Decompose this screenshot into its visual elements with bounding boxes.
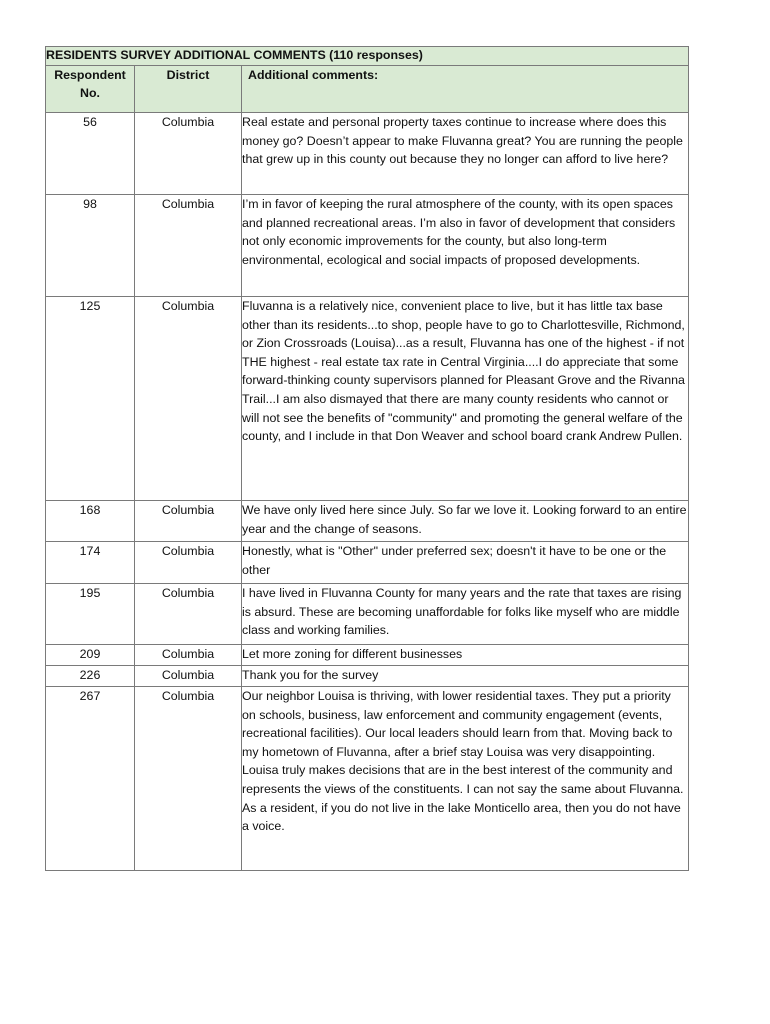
respondent-number: 125 bbox=[46, 297, 135, 501]
table-row bbox=[46, 297, 689, 501]
header-comments: Additional comments: bbox=[242, 66, 689, 113]
respondent-number: 226 bbox=[46, 666, 135, 687]
district-cell: Columbia bbox=[135, 501, 242, 542]
table-row bbox=[46, 584, 689, 645]
district-cell: Columbia bbox=[135, 195, 242, 297]
district-cell: Columbia bbox=[135, 666, 242, 687]
table-row bbox=[46, 113, 689, 195]
district-cell: Columbia bbox=[135, 645, 242, 666]
comment-cell: Our neighbor Louisa is thriving, with lower residential taxes. They put a priority on schools, business, law enforcement and community engagement (events, recreational facilities). Our local leaders should learn from that. Moving back to my hometown of Fluvanna, after a brief stay Louisa was very disappointing. Louisa truly makes decisions that are in the best interest of the community and represents the views of the constituents. I can not say the same about Fluvanna. As a resident, if you do not live in the lake Monticello area, then you do not have a voice. bbox=[242, 687, 689, 871]
respondent-number: 195 bbox=[46, 584, 135, 645]
district-cell: Columbia bbox=[135, 687, 242, 871]
district-cell: Columbia bbox=[135, 297, 242, 501]
survey-comments-table bbox=[45, 46, 689, 871]
comment-cell: Real estate and personal property taxes continue to increase where does this money go? Doesn’t appear to make Fluvanna great? You are running the people that grew up in this county out because they no longer can afford to live here? bbox=[242, 113, 689, 195]
table-row bbox=[46, 542, 689, 584]
district-cell: Columbia bbox=[135, 542, 242, 584]
table-row bbox=[46, 666, 689, 687]
table-title: RESIDENTS SURVEY ADDITIONAL COMMENTS (110 responses) bbox=[46, 47, 689, 66]
respondent-number: 174 bbox=[46, 542, 135, 584]
header-respondent-no: Respondent No. bbox=[46, 66, 135, 113]
table-row bbox=[46, 195, 689, 297]
comment-cell: We have only lived here since July. So far we love it. Looking forward to an entire year and the change of seasons. bbox=[242, 501, 689, 542]
comment-cell: Honestly, what is "Other" under preferred sex; doesn't it have to be one or the other bbox=[242, 542, 689, 584]
respondent-number: 209 bbox=[46, 645, 135, 666]
respondent-number: 168 bbox=[46, 501, 135, 542]
table-header-row bbox=[46, 66, 689, 113]
header-district: District bbox=[135, 66, 242, 113]
table-row bbox=[46, 501, 689, 542]
respondent-number: 267 bbox=[46, 687, 135, 871]
comment-cell: I have lived in Fluvanna County for many years and the rate that taxes are rising is absurd. These are becoming unaffordable for folks like myself who are middle class and working families. bbox=[242, 584, 689, 645]
respondent-number: 56 bbox=[46, 113, 135, 195]
comment-cell: Fluvanna is a relatively nice, convenient place to live, but it has little tax base other than its residents...to shop, people have to go to Charlottesville, Richmond, or Zion Crossroads (Louisa)...as a result, Fluvanna has one of the highest - if not THE highest - real estate tax rate in Central Virginia....I do appreciate that some forward-thinking county supervisors planned for Pleasant Grove and the Rivanna Trail...I am also dismayed that there are many county residents who cannot or will not see the benefits of "community" and promoting the general welfare of the county, and I include in that Don Weaver and school board crank Andrew Pullen. bbox=[242, 297, 689, 501]
district-cell: Columbia bbox=[135, 584, 242, 645]
comment-cell: Let more zoning for different businesses bbox=[242, 645, 689, 666]
table-title-row bbox=[46, 47, 689, 66]
table-row bbox=[46, 687, 689, 871]
comment-cell: Thank you for the survey bbox=[242, 666, 689, 687]
respondent-number: 98 bbox=[46, 195, 135, 297]
district-cell: Columbia bbox=[135, 113, 242, 195]
comment-cell: I’m in favor of keeping the rural atmosphere of the county, with its open spaces and planned recreational areas. I’m also in favor of development that considers not only economic improvements for the county, but also long-term environmental, ecological and social impacts of proposed developments. bbox=[242, 195, 689, 297]
table-row bbox=[46, 645, 689, 666]
